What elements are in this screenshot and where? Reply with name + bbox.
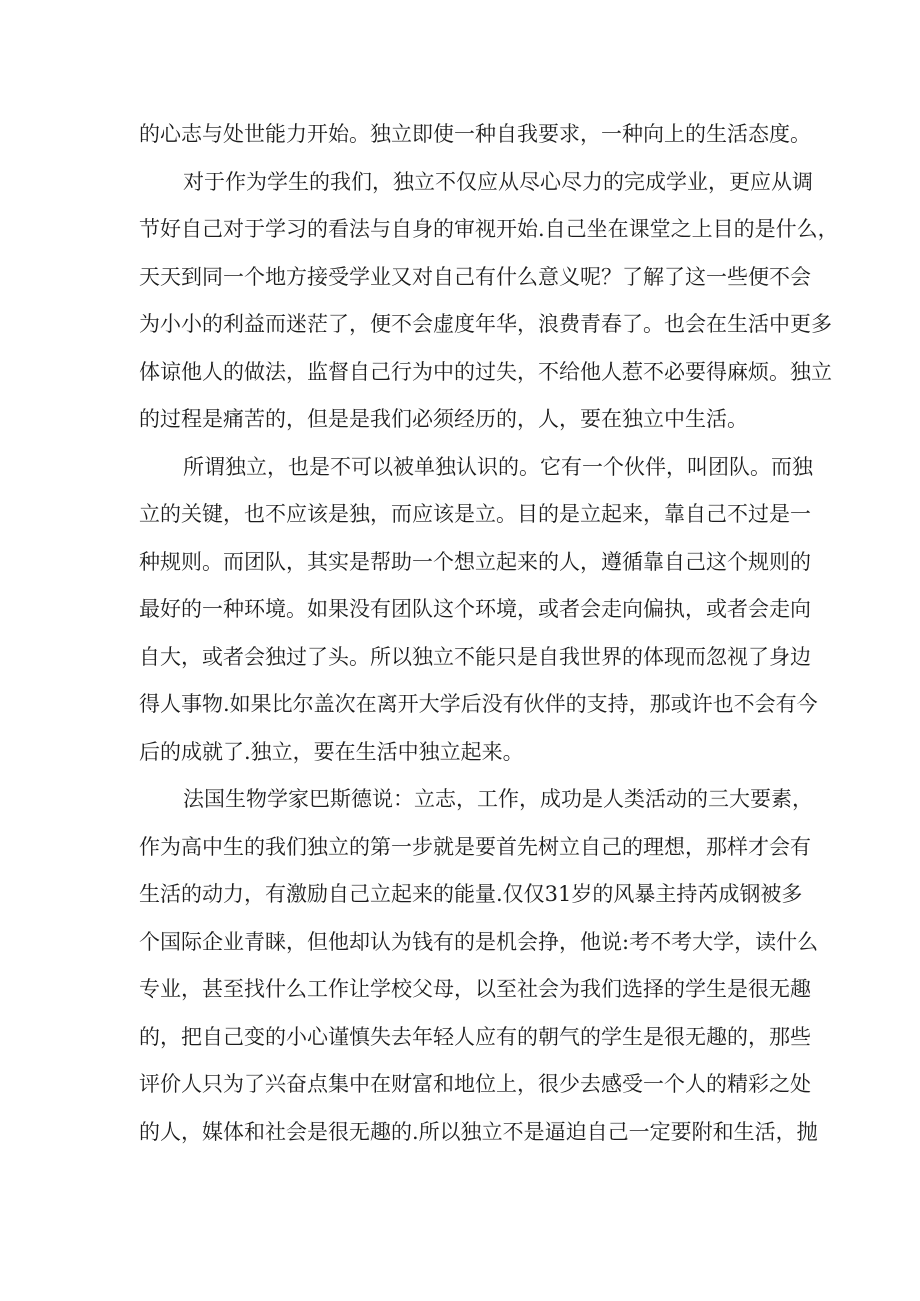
- text-line: 生活的动力，有激励自己立起来的能量.仅仅31岁的风暴主持芮成钢被多: [139, 882, 803, 906]
- body-text: [139, 111, 839, 1156]
- text-line: 天天到同一个地方接受学业又对自己有什么意义呢？了解了这一些便不会: [139, 264, 811, 289]
- text-line: 评价人只为了兴奋点集中在财富和地位上，很少去感受一个人的精彩之处: [139, 1072, 811, 1096]
- text-line: 专业，甚至找什么工作让学校父母，以至社会为我们选择的学生是很无趣: [139, 977, 811, 1001]
- text-line: 得人事物.如果比尔盖次在离开大学后没有伙伴的支持，那或许也不会有今: [139, 692, 818, 716]
- text-line: 个国际企业青睐，但他却认为钱有的是机会挣，他说:考不考大学，读什么: [139, 929, 819, 954]
- text-line: 为小小的利益而迷茫了，便不会虚度年华，浪费青春了。也会在生活中更多: [139, 312, 832, 336]
- text-line: 的心志与处世能力开始。独立即使一种自我要求，一种向上的生活态度。: [139, 122, 811, 146]
- text-line: 种规则。而团队，其实是帮助一个想立起来的人，遵循靠自己这个规则的: [139, 549, 811, 574]
- text-line: 的过程是痛苦的，但是是我们必须经历的，人，要在独立中生活。: [139, 407, 748, 431]
- text-line: 后的成就了.独立，要在生活中独立起来。: [139, 739, 524, 764]
- text-line: 最好的一种环境。如果没有团队这个环境，或者会走向偏执，或者会走向: [139, 597, 811, 621]
- text-line: 自大，或者会独过了头。所以独立不能只是自我世界的体现而忽视了身边: [139, 644, 811, 669]
- text-line: 节好自己对于学习的看法与自身的审视开始.自己坐在课堂之上目的是什么，: [139, 217, 839, 241]
- text-line: 法国生物学家巴斯德说：立志，工作，成功是人类活动的三大要素，: [183, 787, 813, 811]
- text-line: 立的关键，也不应该是独，而应该是立。目的是立起来，靠自己不过是一: [139, 502, 811, 526]
- text-line: 的，把自己变的小心谨慎失去年轻人应有的朝气的学生是很无趣的，那些: [139, 1024, 811, 1049]
- text-line: 对于作为学生的我们，独立不仅应从尽心尽力的完成学业，更应从调: [183, 169, 813, 194]
- text-line: 体谅他人的做法，监督自己行为中的过失，不给他人惹不必要得麻烦。独立: [139, 359, 832, 384]
- text-line: 的人，媒体和社会是很无趣的.所以独立不是逼迫自己一定要附和生活，抛: [139, 1119, 818, 1144]
- text-line: 所谓独立，也是不可以被单独认识的。它有一个伙伴，叫团队。而独: [183, 454, 813, 479]
- text-line: 作为高中生的我们独立的第一步就是要首先树立自己的理想，那样才会有: [139, 834, 811, 859]
